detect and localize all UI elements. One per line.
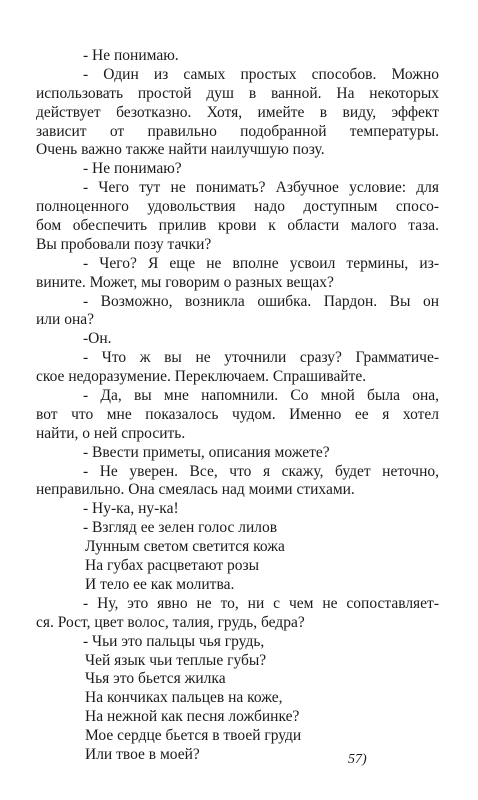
text-line: вот что мне показалось чудом. Именно ее я хотел [36,405,439,423]
text-line: ся. Рост, цвет волос, талия, грудь, бедра? [36,613,305,631]
text-line: Чья это бьется жилка [85,670,226,688]
text-line: неправильно. Она смеялась над моими стихами. [36,481,355,499]
page-number: 57) [348,752,367,767]
body-text [36,47,439,765]
text-line: - Не понимаю? [83,160,182,178]
text-line: - Не понимаю. [83,47,179,64]
text-line: Лунным светом светится кожа [85,538,285,556]
text-line: - Чего тут не понимать? Азбучное условие: для [83,179,439,197]
text-line: - Не уверен. Все, что я скажу, будет неточно, [83,462,439,480]
text-line: - Чьи это пальцы чья грудь, [83,632,265,650]
text-line: На нежной как песня ложбинке? [85,708,300,726]
text-line: использовать простой душ в ванной. На некоторых [36,84,439,102]
text-line: - Возможно, возникла ошибка. Пардон. Вы он [83,292,439,310]
text-line: - Что ж вы не уточнили сразу? Грамматиче- [83,349,439,367]
text-line: полноценного удовольствия надо доступным спосо- [36,198,439,216]
text-line: Вы пробовали позу тачки? [36,235,212,253]
text-line: бом обеспечить прилив крови к области малого таза. [36,217,439,235]
text-line: найти, о ней спросить. [36,424,186,442]
text-line: - Да, вы мне напомнили. Со мной была она, [83,387,439,405]
text-line: или она? [36,311,95,329]
text-line: ское недоразумение. Переключаем. Спрашивайте. [36,368,367,386]
text-line: зависит от правильно подобранной температуры. [36,122,439,140]
text-line: действует безотказно. Хотя, имейте в виду, эффект [36,103,439,121]
text-line: На кончиках пальцев на коже, [85,689,283,707]
text-line: -Он. [83,330,112,348]
text-line: Очень важно также найти наилучшую позу. [36,141,325,159]
text-line: вините. Может, мы говорим о разных вещах? [36,273,334,291]
text-line: Чей язык чьи теплые губы? [85,651,267,669]
text-line: - Взгляд ее зелен голос лилов [83,519,278,537]
text-line: - Ну-ка, ну-ка! [83,500,179,518]
text-line: На губах расцветают розы [85,557,260,575]
text-line: - Чего? Я еще не вполне усвоил термины, из- [83,254,439,272]
text-line: - Ввести приметы, описания можете? [83,443,330,461]
text-line: - Ну, это явно не то, ни с чем не сопоставляет- [83,594,439,612]
text-line: Или твое в моей? [85,745,200,763]
text-line: - Один из самых простых способов. Можно [83,65,439,83]
text-line: И тело ее как молитва. [85,575,235,593]
text-line: Мое сердце бьется в твоей груди [85,727,302,745]
